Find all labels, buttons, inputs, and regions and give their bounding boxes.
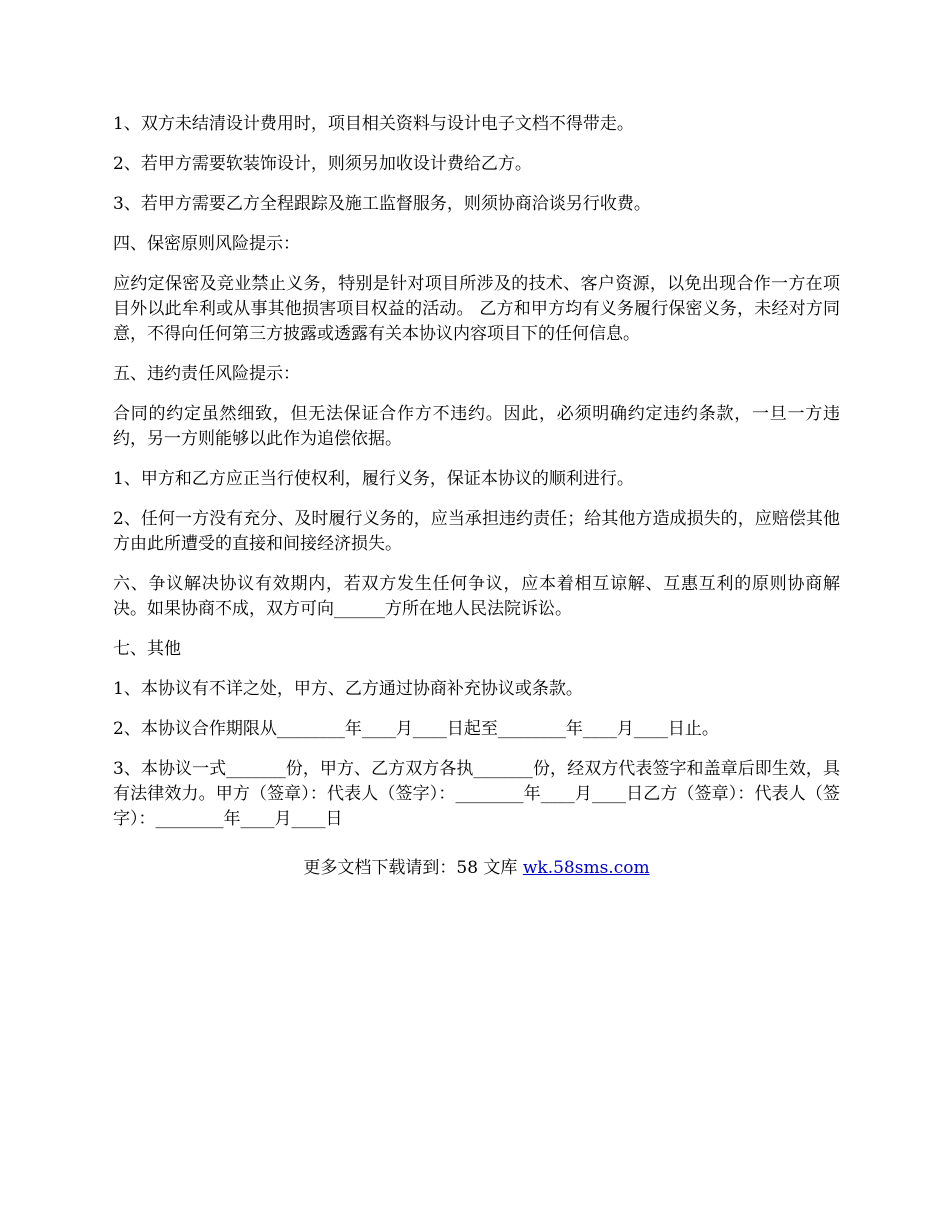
paragraph-breach-1: 1、甲方和乙方应正当行使权利，履行义务，保证本协议的顺利进行。 — [113, 469, 634, 489]
paragraph-2: 2、若甲方需要软装饰设计，则须另加收设计费给乙方。 — [113, 154, 532, 174]
footer — [113, 856, 840, 881]
document-page — [113, 112, 840, 881]
paragraph-other-2: 2、本协议合作期限从________年____月____日起至________年____月____日止。 — [113, 719, 719, 739]
section-heading-breach: 五、违约责任风险提示： — [113, 364, 300, 384]
paragraph-confidentiality: 应约定保密及竞业禁止义务，特别是针对项目所涉及的技术、客户资源，以免出现合作一方在项目外以此牟利或从事其他损害项目权益的活动。 乙方和甲方均有义务履行保密义务，未经对方同意，不得向任何第三方披露或透露有关本协议内容项目下的任何信息。 — [113, 274, 840, 344]
paragraph-breach-intro: 合同的约定虽然细致，但无法保证合作方不违约。因此，必须明确约定违约条款，一旦一方违约，另一方则能够以此作为追偿依据。 — [113, 404, 840, 449]
section-heading-confidentiality: 四、保密原则风险提示： — [113, 234, 300, 254]
paragraph-breach-2: 2、任何一方没有充分、及时履行义务的，应当承担违约责任；给其他方造成损失的，应赔偿其他方由此所遭受的直接和间接经济损失。 — [113, 509, 840, 554]
footer-text: 更多文档下载请到：58 文库 — [303, 858, 523, 878]
paragraph-other-1: 1、本协议有不详之处，甲方、乙方通过协商补充协议或条款。 — [113, 679, 583, 699]
paragraph-3: 3、若甲方需要乙方全程跟踪及施工监督服务，则须协商洽谈另行收费。 — [113, 194, 651, 214]
section-heading-other: 七、其他 — [113, 639, 181, 659]
paragraph-dispute: 六、争议解决协议有效期内，若双方发生任何争议，应本着相互谅解、互惠互利的原则协商解决。如果协商不成，双方可向______方所在地人民法院诉讼。 — [113, 574, 840, 619]
paragraph-other-3: 3、本协议一式_______份，甲方、乙方双方各执_______份，经双方代表签字和盖章后即生效，具有法律效力。甲方（签章）：代表人（签字）：________年____月____日乙方（签章）：代表人（签字）：________年____月____日 — [113, 759, 840, 829]
paragraph-1: 1、双方未结清设计费用时，项目相关资料与设计电子文档不得带走。 — [113, 114, 634, 134]
footer-link[interactable]: wk.58sms.com — [522, 858, 650, 878]
